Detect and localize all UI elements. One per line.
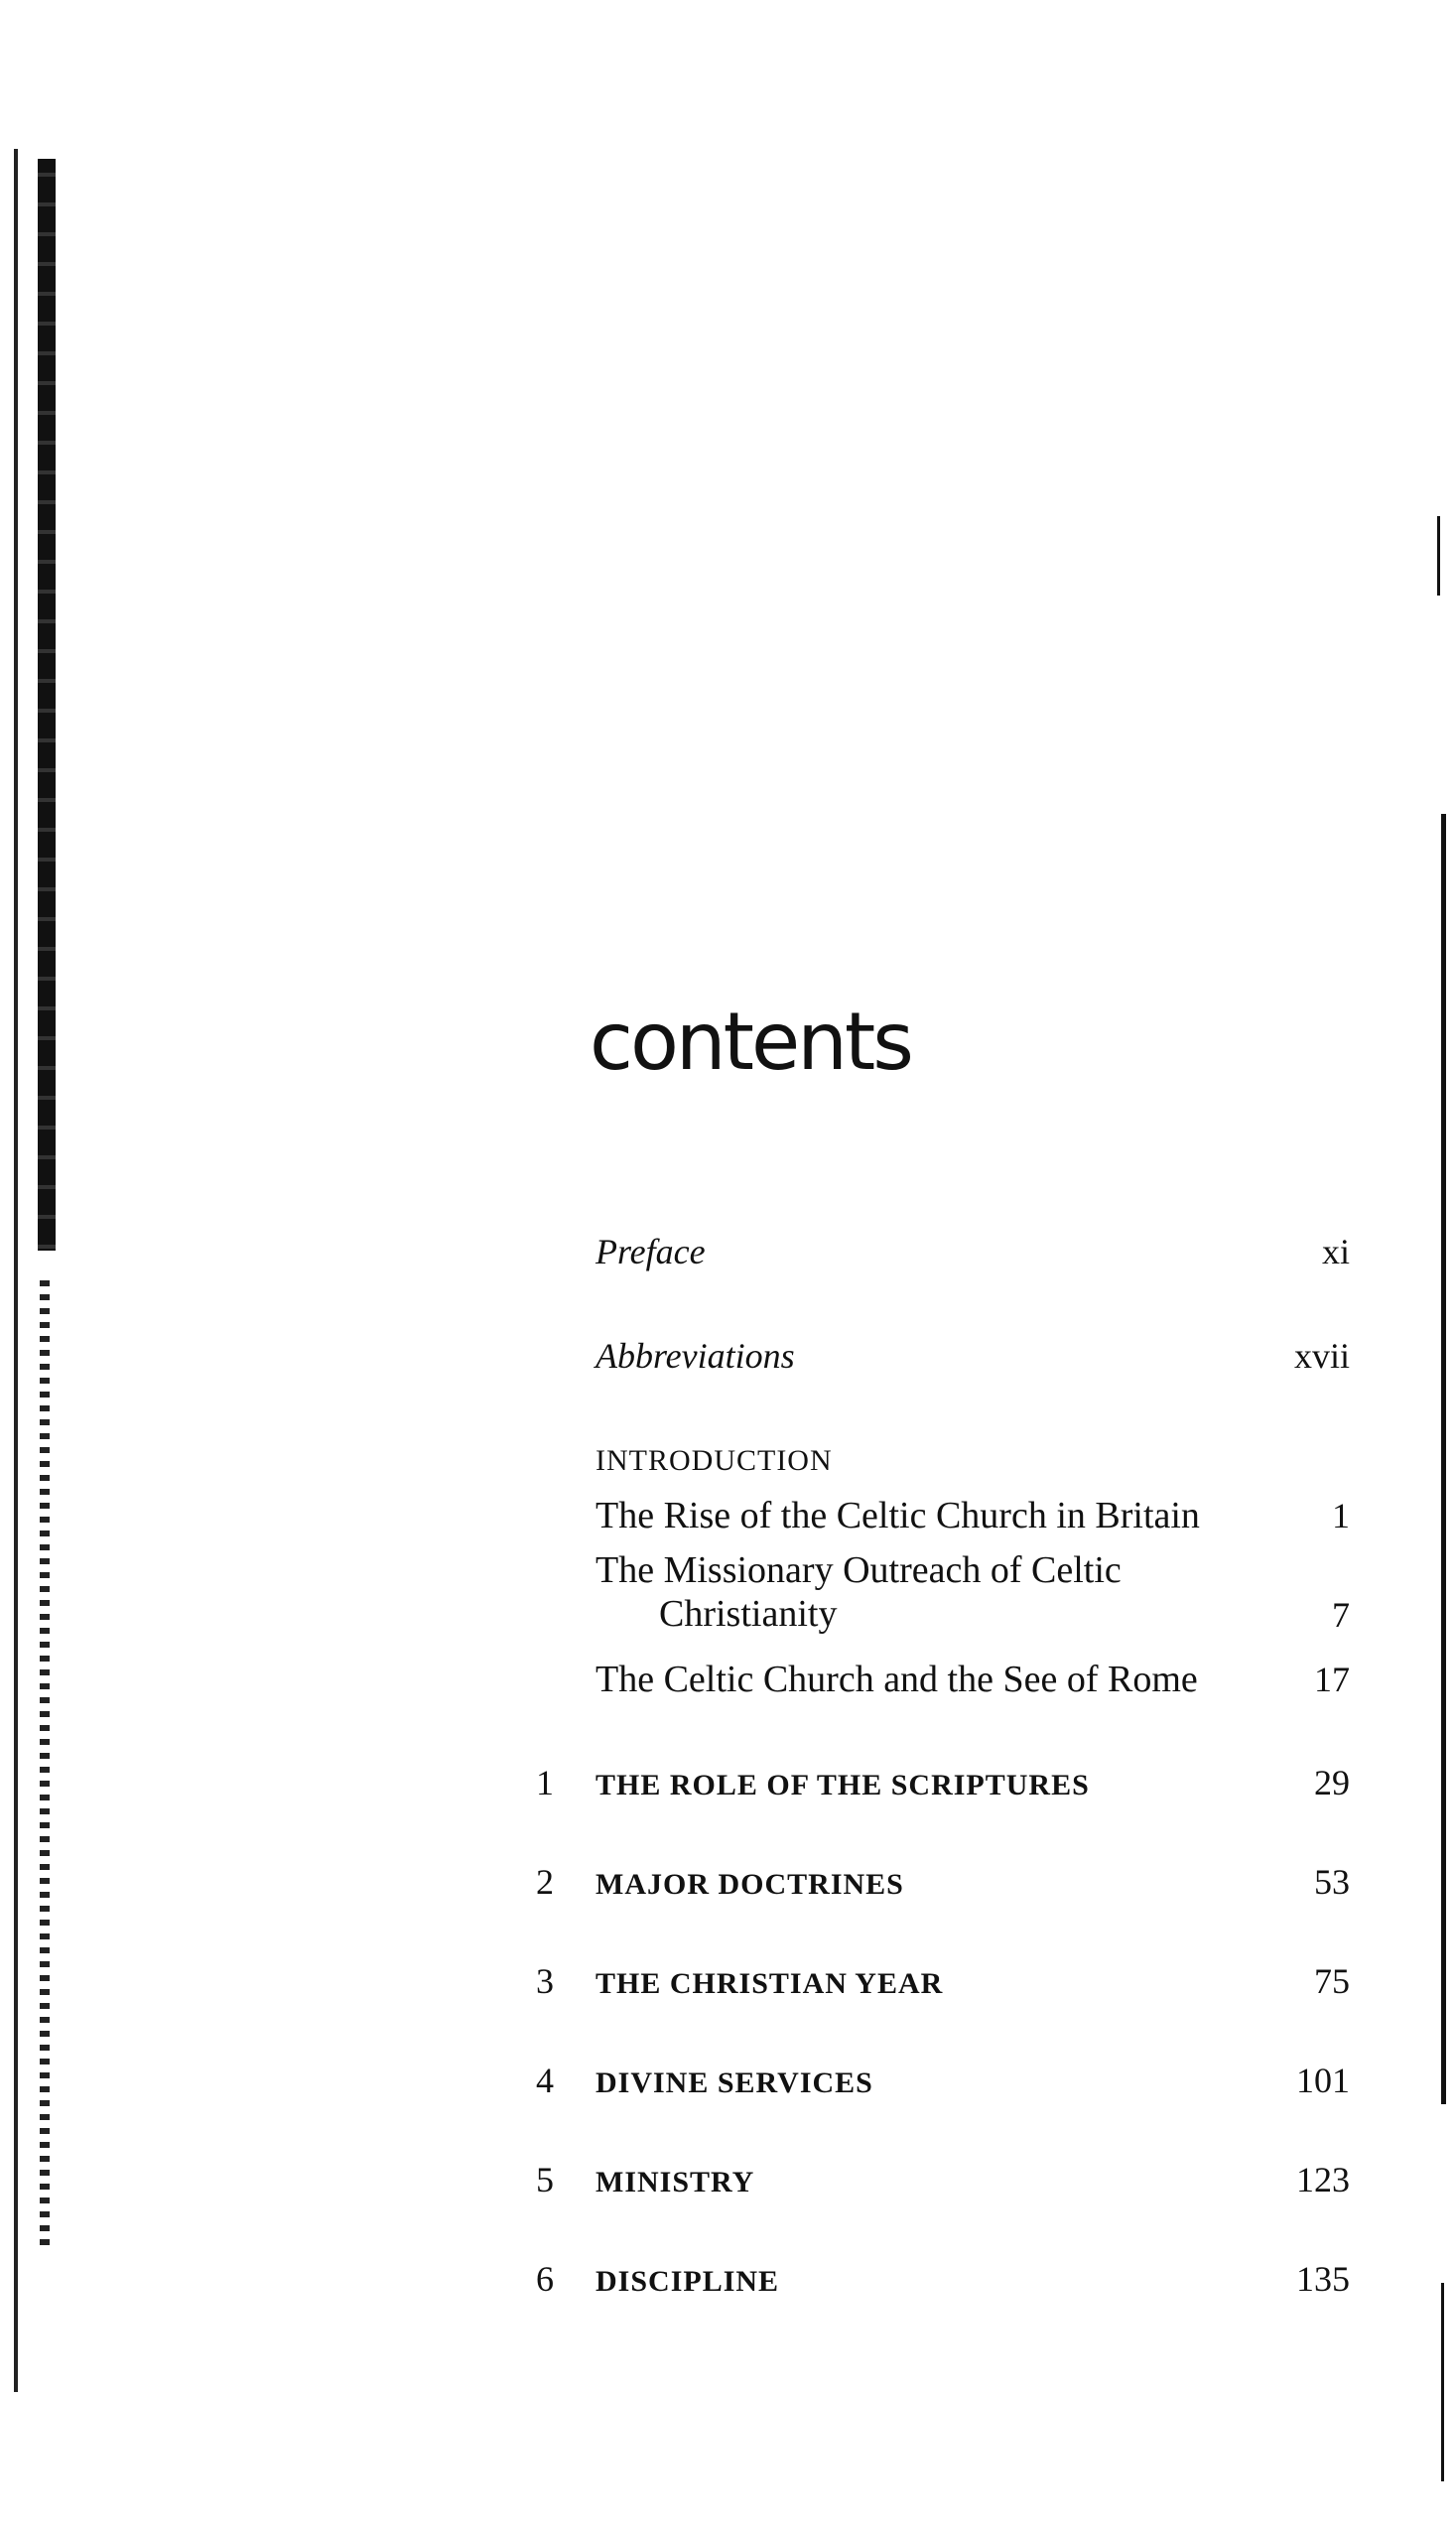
toc-entry-preface[interactable] (536, 1231, 1350, 1272)
chapter-title: DISCIPLINE (596, 2265, 780, 2298)
scan-edge-right-mark-lower (1441, 2283, 1444, 2481)
toc-chapter-2[interactable] (536, 1861, 1350, 1903)
toc-entry-label-line2: Christianity (659, 1593, 838, 1635)
scan-edge-left-dashes (40, 1280, 50, 2253)
chapter-number: 5 (536, 2160, 554, 2199)
toc-entry-page: xi (1321, 1232, 1350, 1271)
toc-chapter-1[interactable] (536, 1762, 1350, 1803)
chapter-number: 4 (536, 2061, 554, 2100)
chapter-page: 29 (1314, 1763, 1350, 1802)
chapter-number: 6 (536, 2259, 554, 2299)
scan-edge-left-line (14, 149, 18, 2392)
chapter-number: 3 (536, 1961, 554, 2001)
toc-entry-page: xvii (1293, 1336, 1350, 1376)
chapter-page: 53 (1314, 1862, 1350, 1902)
scan-edge-right-line (1441, 814, 1446, 2104)
toc-entry-label: The Celtic Church and the See of Rome (596, 1659, 1198, 1700)
toc-entry-label-line1: The Missionary Outreach of Celtic (596, 1549, 1122, 1591)
toc-chapter-4[interactable] (536, 2060, 1350, 2101)
toc-entry-label-wrap (596, 1548, 1290, 1636)
chapter-page: 101 (1296, 2061, 1350, 2100)
introduction-heading-row (536, 1444, 1350, 1478)
toc-entry-page: 7 (1332, 1595, 1350, 1635)
toc-entry-label: Preface (596, 1232, 706, 1271)
page-title: contents (590, 996, 911, 1088)
toc-chapter-6[interactable] (536, 2258, 1350, 2300)
toc-chapter-5[interactable] (536, 2159, 1350, 2200)
toc-entry-page: 17 (1314, 1660, 1350, 1699)
chapter-page: 135 (1296, 2259, 1350, 2299)
chapter-title: THE CHRISTIAN YEAR (596, 1967, 944, 2000)
toc-entry-page: 1 (1332, 1496, 1350, 1535)
scan-edge-left-marks (38, 159, 56, 1251)
toc-entry-intro-3[interactable] (536, 1658, 1350, 1701)
chapter-title: THE ROLE OF THE SCRIPTURES (596, 1769, 1090, 1801)
toc-entry-intro-1[interactable] (536, 1494, 1350, 1537)
chapter-title: MAJOR DOCTRINES (596, 1868, 904, 1901)
chapter-title: MINISTRY (596, 2166, 755, 2198)
introduction-heading: INTRODUCTION (596, 1444, 833, 1477)
chapter-number: 2 (536, 1862, 554, 1902)
toc-entry-abbreviations[interactable] (536, 1335, 1350, 1377)
chapter-title: DIVINE SERVICES (596, 2066, 873, 2099)
toc-entry-label: The Rise of the Celtic Church in Britain (596, 1495, 1200, 1536)
scan-edge-right-mark (1437, 516, 1440, 596)
toc-entry-label: Abbreviations (596, 1336, 795, 1376)
toc-chapter-3[interactable] (536, 1960, 1350, 2002)
chapter-page: 75 (1314, 1961, 1350, 2001)
chapter-page: 123 (1296, 2160, 1350, 2199)
toc-entry-intro-2[interactable] (536, 1548, 1350, 1636)
chapter-number: 1 (536, 1763, 554, 1802)
